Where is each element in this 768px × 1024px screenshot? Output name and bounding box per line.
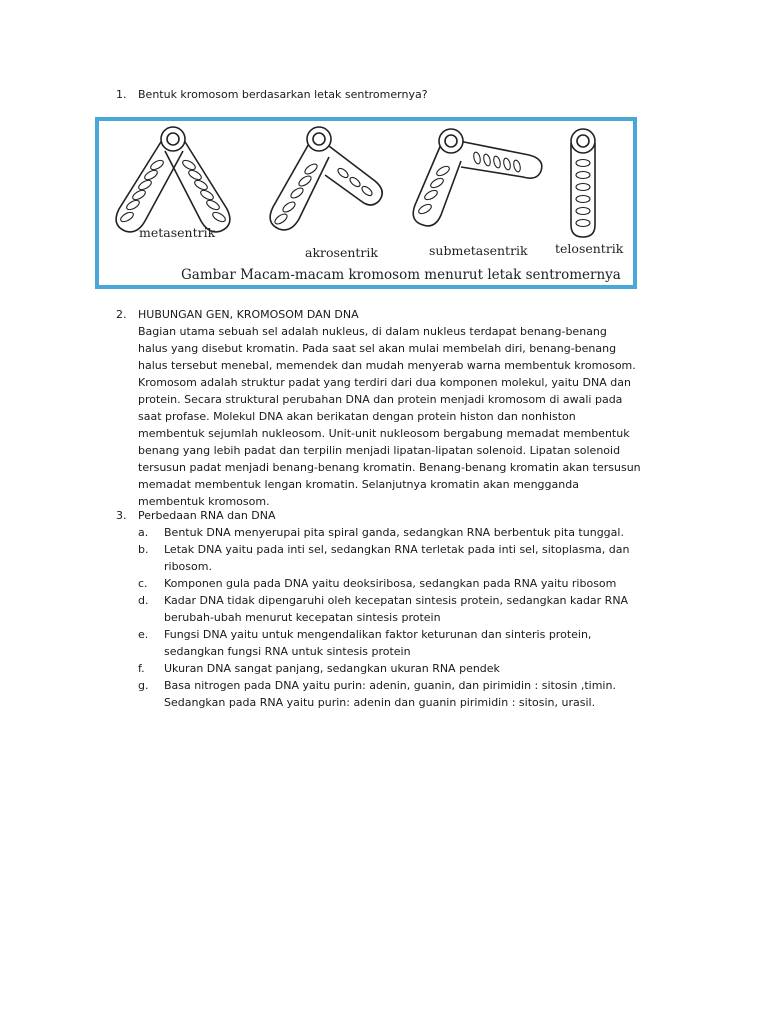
list-item <box>138 660 684 677</box>
list-item-line: Sedangkan pada RNA yaitu purin: adenin dan guanin pirimidin : sitosin, urasil. <box>164 696 596 709</box>
list-item-line: ribosom. <box>164 560 212 573</box>
list-item-letter: f. <box>138 662 145 675</box>
list-item-letter: b. <box>138 543 149 556</box>
list-item-line: Letak DNA yaitu pada inti sel, sedangkan RNA terletak pada inti sel, sitoplasma, dan <box>164 543 630 556</box>
question-1-text: Bentuk kromosom berdasarkan letak sentromernya? <box>138 88 428 101</box>
metasentrik-chromosome <box>116 127 230 232</box>
list-item-line: sedangkan fungsi RNA untuk sintesis protein <box>164 645 411 658</box>
label-telosentrik: telosentrik <box>555 241 624 256</box>
list-item <box>138 575 684 592</box>
list-item-line: Komponen gula pada DNA yaitu deoksiribosa, sedangkan pada RNA yaitu ribosom <box>164 577 617 590</box>
akrosentrik-chromosome <box>270 127 382 230</box>
paragraph-line: halus tersebut menebal, memendek dan mudah menyerab warna membentuk kromosom. <box>138 359 636 372</box>
paragraph-line: benang yang lebih padat dan terpilin menjadi lipatan-lipatan solenoid. Lipatan solenoid <box>138 444 621 457</box>
label-akrosentrik: akrosentrik <box>305 245 378 260</box>
submetasentrik-chromosome <box>413 129 542 226</box>
question-2-number: 2. <box>116 308 127 321</box>
question-3-number: 3. <box>116 509 127 522</box>
list-item-line: berubah-ubah menurut kecepatan sintesis protein <box>164 611 441 624</box>
list-item-line: Kadar DNA tidak dipengaruhi oleh kecepatan sintesis protein, sedangkan kadar RNA <box>164 594 629 607</box>
list-item <box>138 626 684 660</box>
list-item <box>138 677 684 711</box>
question-3-title: Perbedaan RNA dan DNA <box>138 509 276 522</box>
list-item-line: Basa nitrogen pada DNA yaitu purin: adenin, guanin, dan pirimidin : sitosin ,timin. <box>164 679 616 692</box>
paragraph-line: tersusun padat menjadi benang-benang kromatin. Benang-benang kromatin akan tersusun <box>138 461 641 474</box>
label-submetasentrik: submetasentrik <box>429 243 528 258</box>
paragraph-line: membentuk sejumlah nukleosom. Unit-unit nukleosom bergabung memadat membentuk <box>138 427 630 440</box>
question-1 <box>116 86 616 103</box>
question-3 <box>116 507 686 711</box>
list-item-line: Fungsi DNA yaitu untuk mengendalikan faktor keturunan dan sinteris protein, <box>164 628 592 641</box>
list-item <box>138 541 684 575</box>
list-item-letter: d. <box>138 594 149 607</box>
list-item-letter: a. <box>138 526 149 539</box>
label-metasentrik: metasentrik <box>139 225 216 240</box>
chromosome-figure <box>95 117 637 289</box>
paragraph-line: halus yang disebut kromatin. Pada saat sel akan mulai membelah diri, benang-benang <box>138 342 617 355</box>
figure-caption: Gambar Macam-macam kromosom menurut letak sentromernya <box>181 267 621 283</box>
telosentrik-chromosome <box>571 129 595 237</box>
difference-list <box>138 524 686 711</box>
paragraph-line: Kromosom adalah struktur padat yang terdiri dari dua komponen molekul, yaitu DNA dan <box>138 376 631 389</box>
list-item <box>138 592 684 626</box>
question-2-title: HUBUNGAN GEN, KROMOSOM DAN DNA <box>138 308 359 321</box>
paragraph-line: membentuk kromosom. <box>138 495 270 508</box>
paragraph-line: Bagian utama sebuah sel adalah nukleus, di dalam nukleus terdapat benang-benang <box>138 325 607 338</box>
chromosome-illustration <box>99 121 633 285</box>
list-item-letter: g. <box>138 679 149 692</box>
paragraph-line: saat profase. Molekul DNA akan berikatan dengan protein histon dan nonhiston <box>138 410 576 423</box>
question-1-number: 1. <box>116 88 127 101</box>
list-item-letter: e. <box>138 628 149 641</box>
list-item <box>138 524 684 541</box>
paragraph-line: protein. Secara struktural perubahan DNA dan protein menjadi kromosom di awali pada <box>138 393 623 406</box>
list-item-line: Ukuran DNA sangat panjang, sedangkan ukuran RNA pendek <box>164 662 500 675</box>
paragraph-line: memadat membentuk lengan kromatin. Selanjutnya kromatin akan mengganda <box>138 478 579 491</box>
question-2 <box>116 306 686 510</box>
list-item-line: Bentuk DNA menyerupai pita spiral ganda, sedangkan RNA berbentuk pita tunggal. <box>164 526 624 539</box>
list-item-letter: c. <box>138 577 148 590</box>
